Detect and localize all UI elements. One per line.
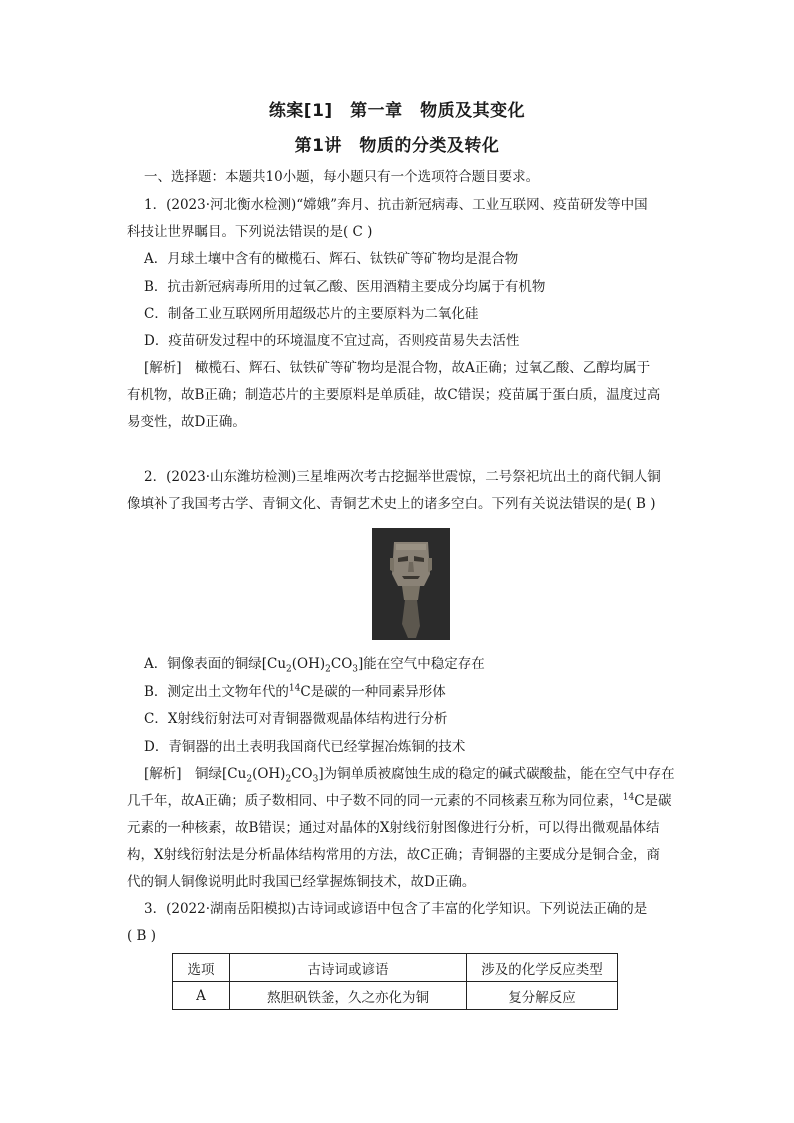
document-subtitle: 第1讲 物质的分类及转化 — [294, 136, 500, 156]
superscript: 14 — [622, 792, 635, 803]
q1-analysis-line3: 易变性，故D正确。 — [127, 414, 246, 430]
analysis-text: [解析] 铜绿[Cu — [144, 766, 247, 782]
table-row — [173, 982, 618, 1010]
q2-stem-line2: 像填补了我国考古学、青铜文化、青铜艺术史上的诸多空白。下列有关说法错误的是( B ) — [127, 496, 656, 512]
q2-stem-line1: 2．(2023·山东潍坊检测)三星堆两次考古挖掘举世震惊，二号祭祀坑出土的商代铜人铜 — [144, 469, 661, 485]
subscript: 2 — [246, 774, 253, 785]
formula-part: CO — [291, 766, 313, 782]
q1-option-c: C．制备工业互联网所用超级芯片的主要原料为二氧化硅 — [144, 306, 479, 322]
q1-option-a: A．月球土壤中含有的橄榄石、辉石、钛铁矿等矿物均是混合物 — [144, 251, 519, 267]
table-cell: 熬胆矾铁釜，久之亦化为铜 — [230, 982, 467, 1010]
q2-analysis-line5: 代的铜人铜像说明此时我国已经掌握炼铜技术，故D正确。 — [127, 874, 476, 890]
q1-analysis-line2: 有机物，故B正确；制造芯片的主要原料是单质硅，故C错误；疫苗属于蛋白质，温度过高 — [127, 387, 661, 403]
q2-analysis-line3: 元素的一种核素，故B错误；通过对晶体的X射线衍射图像进行分析，可以得出微观晶体结 — [127, 820, 660, 836]
q3-stem-line1: 3．(2022·湖南岳阳模拟)古诗词或谚语中包含了丰富的化学知识。下列说法正确的是 — [144, 901, 648, 917]
analysis-tail: C是碳 — [634, 793, 672, 809]
q2-option-b — [144, 682, 684, 702]
q2-option-d: D．青铜器的出土表明我国商代已经掌握冶炼铜的技术 — [144, 739, 466, 755]
table-header-cell: 涉及的化学反应类型 — [467, 954, 618, 982]
superscript: 14 — [288, 683, 301, 694]
section-heading: 一、选择题：本题共10小题，每小题只有一个选项符合题目要求。 — [144, 169, 540, 185]
table-cell: 复分解反应 — [467, 982, 618, 1010]
bronze-mask-photo — [372, 528, 450, 640]
q1-option-b: B．抗击新冠病毒所用的过氧乙酸、医用酒精主要成分均属于有机物 — [144, 279, 546, 295]
q1-stem-line1: 1．(2023·河北衡水检测)“嫦娥”奔月、抗击新冠病毒、工业互联网、疫苗研发等中国 — [144, 197, 648, 213]
q2-option-c: C．X射线衍射法可对青铜器微观晶体结构进行分析 — [144, 711, 448, 727]
bronze-mask-illustration — [372, 528, 450, 640]
table-header-row — [173, 954, 618, 982]
formula-part: (OH) — [291, 656, 326, 672]
subscript: 2 — [286, 664, 292, 675]
subscript: 3 — [312, 774, 319, 785]
q2-option-a — [144, 654, 684, 674]
document-title: 练案[1] 第一章 物质及其变化 — [268, 101, 526, 121]
subscript: 3 — [352, 664, 359, 675]
formula-part: (OH) — [252, 766, 286, 782]
q2-analysis-line4: 构，X射线衍射法是分析晶体结构常用的方法，故C正确；青铜器的主要成分是铜合金，商 — [127, 847, 660, 863]
q1-analysis-line1: [解析] 橄榄石、辉石、钛铁矿等矿物均是混合物，故A正确；过氧乙酸、乙醇均属于 — [144, 360, 651, 376]
q1-option-d: D．疫苗研发过程中的环境温度不宜过高，否则疫苗易失去活性 — [144, 333, 520, 349]
q2-option-b-tail: C是碳的一种同素异形体 — [300, 684, 446, 700]
q1-stem-line2: 科技让世界瞩目。下列说法错误的是( C ) — [127, 224, 373, 240]
subscript: 2 — [325, 664, 331, 675]
q3-table — [172, 953, 618, 1010]
q2-analysis-line2 — [127, 791, 672, 811]
q2-option-a-text: A．铜像表面的铜绿[Cu — [144, 656, 287, 672]
formula-part: CO — [330, 656, 353, 672]
subscript: 2 — [285, 774, 292, 785]
q2-option-b-text: B．测定出土文物年代的 — [144, 684, 289, 700]
table-header-cell: 古诗词或谚语 — [230, 954, 467, 982]
table-cell: A — [173, 982, 230, 1010]
q2-analysis-line1 — [144, 764, 684, 784]
q2-option-a-tail: ]能在空气中稳定存在 — [358, 656, 485, 672]
table-header-cell: 选项 — [173, 954, 230, 982]
analysis-tail: ]为铜单质被腐蚀生成的稳定的碱式碳酸盐，能在空气中存在 — [318, 766, 675, 782]
q3-stem-line2: ( B ) — [127, 928, 157, 944]
analysis-text: 几千年，故A正确；质子数相同、中子数不同的同一元素的不同核素互称为同位素， — [127, 793, 623, 809]
